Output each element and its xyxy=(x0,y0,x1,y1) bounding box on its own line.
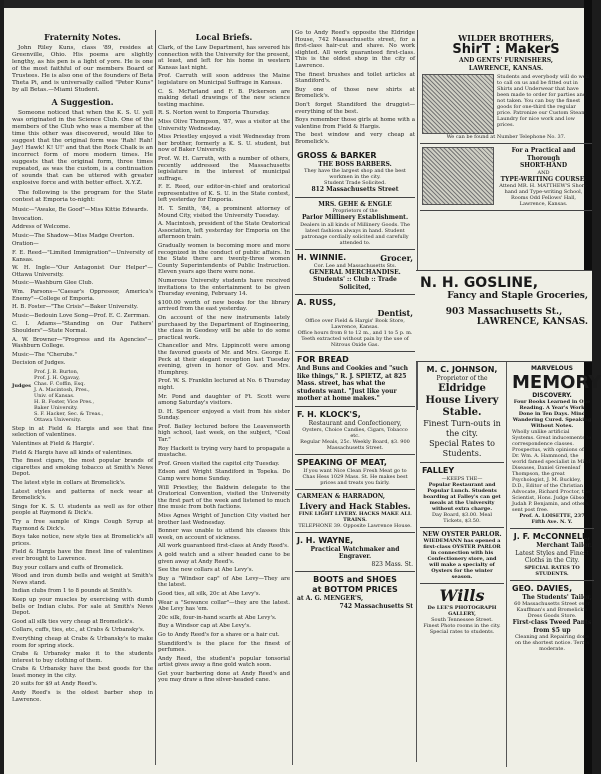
klock-sub: Restaurant and Confectionery, xyxy=(308,419,402,427)
wayne-address: 823 Mass. St. xyxy=(371,560,413,568)
judge-line: Prof. J. B. Burton, xyxy=(34,368,79,375)
notice: Go to Andy Reed's opposite the Eldridge House, 742 Massachusetts street, for a first-class hair-cut and shave. No work slighted. All work guaranteed first-class. This is the oldest shop in the city of Lawrence. xyxy=(295,30,415,69)
gosline-city: LAWRENCE, KANSAS. xyxy=(476,317,588,327)
brief-item: Numerous University students have received invitations to the entertainment to be given Thursday evening, February 14. xyxy=(158,278,290,298)
gosline-name: N. H. GOSLINE, xyxy=(420,275,539,291)
wills-signature: Wills xyxy=(439,586,485,605)
wilder-ad xyxy=(420,30,592,144)
brief-item: R. S. Norton went to Emporia Thursday. xyxy=(158,110,270,117)
shorthand-title: SHORT-HAND xyxy=(519,162,568,169)
judge-line: H. B. Foster, Vice Pres., xyxy=(34,398,95,405)
program-item: A. W. Browner—"Progress and its Agencies"—Washburn College. xyxy=(12,336,153,350)
russ-name: A. RUSS, xyxy=(297,298,337,307)
gross-note: Student Trade Solicited. xyxy=(324,180,386,186)
klock-name: F. H. KLOCK'S, xyxy=(297,409,361,419)
boots-at: at A. G. MENGER'S, xyxy=(297,595,364,602)
winnie-sub: GENERAL MERCHANDISE. xyxy=(309,268,401,276)
program-item: Music—The Shadow—Miss Madge Overton. xyxy=(12,232,135,239)
wilder-city: LAWRENCE, KANSAS. xyxy=(468,64,544,72)
ad-line: Boys take notice, new style ties at Bromelick's all prices. xyxy=(12,534,153,547)
program-item: W. H. Ingle—"Our Antagonist Our Helper"—Ottawa University. xyxy=(12,265,153,278)
wayne-name: J. H. WAYNE, xyxy=(297,535,354,545)
falley-rates: Day Board, $3.00. Meal Tickets, $3.50. xyxy=(432,511,492,524)
oyster-ad xyxy=(420,528,504,585)
memory-column xyxy=(510,362,601,767)
notice: The best window and very cheap at Bromelick's. xyxy=(295,132,415,145)
brief-item: Clark, of the Law Department, has severed his connection with the University for the present, at least, and left for his home in western Kansas last night. xyxy=(158,45,290,71)
brief-item: Bonner was unable to attend his classes this week, on account of sickness. xyxy=(158,528,290,541)
brief-item: Go to Andy Reed's for a shave or a hair cut. xyxy=(158,631,280,638)
carmean-sub: Livery and Hack Stables. xyxy=(299,500,411,511)
ad-line: Field & Hargis have the finest line of valentines ever brought to Lawrence. xyxy=(12,549,153,562)
typewriter-illustration xyxy=(422,147,494,205)
photo-ad xyxy=(420,584,504,638)
fraternity-text: John Riley Kuns, class '89, resides at Greenville, Ohio. His poems are slightly lengthy, as his pen is a light of yore. He is one of the most faithful of our members Board of Trustees. He is also one of the founders of Beta Theta Pi, and is universally called "Peter Kuns" by all Betas.—Miami Student. xyxy=(12,45,153,93)
judge-line: Ottawa University. xyxy=(34,416,82,423)
davies-role: The Students' Tailor, xyxy=(522,593,592,601)
brief-item: Chancellor and Mrs. Lippincott were among the favored guests of Mr. and Mrs. George E. Peck at their elegant reception last Tuesday evening, given in honor of Gov. and Mrs. Humphrey. xyxy=(158,343,290,376)
russ-role: Dentist, xyxy=(377,308,413,318)
memory-headline: MEMORY xyxy=(512,371,601,393)
brief-item: C. S. McFarland and F. B. Pickerson are making detail drawings of the new science testing machine. xyxy=(158,88,290,108)
meat-ad xyxy=(295,455,415,490)
ad-line: Wood and iron dumb bells and weight at Smith's News stand. xyxy=(12,573,153,586)
boots-sub: at BOTTOM PRICES xyxy=(312,585,398,594)
mcconnell-rates: SPECIAL RATES TO STUDENTS. xyxy=(524,564,580,577)
program-item: Music—"Awake, Be Good"—Miss Kittie Edwards. xyxy=(12,207,149,213)
ad-line: The finest cigars, the most popular brands of cigarettes and smoking tobacco at Smith's News Depot. xyxy=(12,458,153,478)
klock-address: Regular Meals, 25c. Weekly Board, $3. 900 Massachusetts Street. xyxy=(300,439,410,451)
ad-line: Sings for K. S. U. students as well as for other people at Raymond & Dick's. xyxy=(12,503,153,517)
building-illustration xyxy=(422,74,494,134)
falley-ad xyxy=(420,463,504,528)
program-item: H. B. Foster—"The Crisis"—Baker University. xyxy=(12,304,138,311)
brief-item: Will Priestley, the Baldwin delegate to the Oratorical Convention, visited the University the first part of the week and listened to much fine music from both factions. xyxy=(158,484,290,511)
winnie-name: H. WINNIE. xyxy=(297,252,347,262)
suggestion-text: Someone noticed that when the K. S. U. yell was originated in the Science Club. One of the members of the Club who was a member at the time this other was discovered, would like to suggest that the original form was 'Rah! Rah! Jay! Hawk! K! U!' and that the Rock Chalk is an incorrect form of more modern times. He suggests that the original form, three times repeated, as was the custom, is a continuation of sounds that can be uttered with greater explosive force and with better effect. X.Y.Z. xyxy=(12,110,153,186)
ad-line: Keep up your muscles by exercising with dumb bells or Indian clubs. For sale at Smith's News Depot. xyxy=(12,596,153,617)
ad-line: The latest style in collars at Bromelick's. xyxy=(12,480,126,487)
carmean-tel: TELEPHONE 39. Opposite Lawrence House. xyxy=(298,522,412,529)
brief-item: A gold watch and a silver headed cane to be given away at Andy Reed's. xyxy=(158,551,290,565)
wayne-role: Practical Watchmaker and Engraver. xyxy=(310,545,400,560)
judges-list xyxy=(34,369,103,423)
brief-item: Prof. Green visited the capitol city Tuesday. xyxy=(158,460,280,467)
meat-title: SPEAKING OF MEAT, xyxy=(297,458,387,467)
ad-line: Step in at Field & Hargis and see that fine selection of valentines. xyxy=(12,425,153,439)
suggestion-title: A Suggestion. xyxy=(51,97,114,107)
column-rule xyxy=(416,362,417,762)
brief-item: Get your barbering done at Andy Reed's and you may draw a fine silver-headed cane. xyxy=(158,670,290,684)
shorthand-and: AND xyxy=(537,169,550,176)
judge-line: Univ. of Kansas. xyxy=(34,392,75,399)
boots-ad xyxy=(295,572,415,613)
carmean-ad xyxy=(295,490,415,533)
wayne-ad xyxy=(295,533,415,573)
shorthand-type: TYPE-WRITING COURSE, xyxy=(500,175,587,183)
brief-item: All work guaranteed first-class at Andy Reed's. xyxy=(158,543,289,550)
boots-title: BOOTS and SHOES xyxy=(313,575,397,584)
ad-line: Collars, cuffs, ties, etc., at Crabs & Urbansky's. xyxy=(12,627,145,634)
photo-title: De LEE'S PHOTOGRAPH GALLERY, xyxy=(427,605,497,617)
memory-ad xyxy=(510,362,601,529)
brief-item: Roy Hackett is trying very hard to propagate a mustache. xyxy=(158,445,290,459)
program-item: Invocation. xyxy=(12,215,44,222)
column-local-briefs xyxy=(158,30,290,765)
gross-sub: THE BOSS BARBERS. xyxy=(318,160,392,168)
davies-text: 60 Massachusetts Street over Kauffman's and Bromelick's Dress Goods Store. xyxy=(514,601,590,619)
gross-address: 812 Massachusetts Street xyxy=(311,186,399,193)
ad-line: Buy your collars and cuffs of Bromelick. xyxy=(12,564,124,571)
fraternity-title: Fraternity Notes. xyxy=(44,32,121,42)
brief-item: D. H. Spencer enjoyed a visit from his sister Sunday. xyxy=(158,408,290,422)
brief-list xyxy=(158,45,290,684)
johnson-role: Proprietor of the xyxy=(436,375,488,382)
brief-item: F. E. Reed, our editor-in-chief and oratorical representative of K. S. U. in the State contest, left yesterday for Emporia. xyxy=(158,184,290,204)
shorthand-text: Attend MR. H. MATTHEW'S Short-hand and Type-writing School, Rooms Odd Fellows' Hall, Lawrence, Kansas. xyxy=(499,183,588,207)
gehe-title: MRS. GEHE & ENGLE xyxy=(318,200,392,208)
johnson-rates: Special Rates to Students. xyxy=(429,438,495,458)
mcconnell-text: Latest Styles and Finest Cloths in the City. xyxy=(515,549,589,564)
judge-line: S. F. Hacker, Sec. & Treas., xyxy=(34,410,104,417)
photo-address: South Tennessee Street. xyxy=(431,617,493,623)
brief-item: Mr. Pond and daughter of Ft. Scott were among Saturday's visitors. xyxy=(158,393,290,407)
brief-item: Good ties, all silk, 20c at Abe Levy's. xyxy=(158,590,261,597)
brief-item: See the new collars at Abe Levy's. xyxy=(158,567,254,574)
brief-item: Miss Agnes Wright of Junction City visited her brother last Wednesday. xyxy=(158,513,290,526)
carmean-text: FINE LIGHT LIVERY. HACKS MAKE ALL TRAINS. xyxy=(298,510,412,523)
winnie-role: Grocer, xyxy=(380,252,413,263)
johnson-name: M. C. JOHNSON, xyxy=(426,365,498,374)
shorthand-text-block xyxy=(497,147,590,207)
russ-teeth: Teeth extracted without pain by the use of Nitrous Oxide Gas. xyxy=(301,336,409,348)
oyster-text: WIEDEMANN has opened a first-class OYSTER PARLOR in connection with his Confectionery store, and will make a specialty of Oysters for the winter season. xyxy=(423,538,501,580)
johnson-turnouts: Finest Turn-outs in the city. xyxy=(423,418,501,438)
photo-text: Finest Photo rooms in the city. Special rates to students. xyxy=(423,623,501,635)
johnson-house: Eldridge House Livery Stable. xyxy=(425,382,499,418)
program-item: Music—Washburn Glee Club. xyxy=(12,280,94,287)
program-item: Address of Welcome. xyxy=(12,224,71,231)
local-briefs-title: Local Briefs. xyxy=(195,32,253,42)
brief-item: Buy a Windsor cap at Abe Levy's. xyxy=(158,623,251,630)
lower-ads xyxy=(420,362,601,767)
davies-cleaning: Cleaning and Repairing done on the shortest notice. Terms moderate. xyxy=(514,634,590,652)
program-item: Decision of Judges. xyxy=(12,360,66,367)
russ-hours: Office hours from 8 to 12 m., and 1 to 5 p. m. xyxy=(297,330,413,336)
newspaper-page xyxy=(4,0,601,774)
notice: Boys remember those girls at home with a valentine from Field & Hargis. xyxy=(295,117,415,130)
program-item: Music—Bedouin Love Song—Prof. E. C. Zerrman. xyxy=(12,312,150,319)
program-intro: The following is the program for the State contest at Emporia to-night: xyxy=(12,190,153,203)
program-item: C. I. Adams—"Standing on Our Fathers' Shoulders"—State Normal. xyxy=(12,321,153,334)
wilder-address: We can be found at Number Telephone No. 37. xyxy=(446,134,566,140)
bread-text: And Buns and Cookies and "such like things," R. J. SPIETZ, at 825 Mass. street, has what the students want. "Just like your mother at home makes." xyxy=(297,365,409,402)
program-item: F. E. Reed—"Limited Immigration"—University of Kansas. xyxy=(12,249,153,263)
column-rule xyxy=(292,30,293,765)
brief-item: Gradually women is becoming more and more recognized in the conduct of public affairs. In the State there are twenty-three women County Superintendents of Public Instruction. Eleven years ago there were none. xyxy=(158,243,290,276)
ad-line: Andy Reed's is the oldest barber shop in Lawrence. xyxy=(12,690,153,703)
notice: Buy one of those new shirts at Bromelick's. xyxy=(295,86,415,100)
brief-item: H. T. Smith, '84, a prominent attorney of Mound City, visited the University Tuesday. xyxy=(158,206,290,219)
brief-item: $100.00 worth of new books for the library arrived from the east yesterday. xyxy=(158,299,290,313)
shorthand-ad xyxy=(420,144,592,211)
johnson-column xyxy=(420,362,507,767)
russ-ad xyxy=(295,295,415,352)
gosline-sub: Fancy and Staple Groceries, xyxy=(447,291,588,301)
mcconnell-ad xyxy=(510,529,594,581)
brief-item: Prof. W. S. Franklin lectured at No. 6 Thursday night. xyxy=(158,378,290,391)
gross-text: They have the largest shop and the best workmen in the city. xyxy=(304,168,406,180)
klock-text: Oysters, Choice Candies, Cigars, Tobacco etc. xyxy=(302,427,408,439)
ad-line: Indian clubs from 1 to 8 pounds at Smith's. xyxy=(12,588,133,595)
program-list xyxy=(12,207,153,367)
wilder-body xyxy=(422,74,590,134)
winnie-header xyxy=(297,253,413,263)
column-fraternity xyxy=(12,30,153,765)
gehe-name: Parlor Millinery Establishment. xyxy=(301,214,409,221)
gehe-text: Dealers in all kinds of Millinery Goods. The latest fashions always in hand. Student patronage cordially solicited and carefully attended to. xyxy=(300,221,410,246)
winnie-club: Students' :: Club :: Trade Solicited, xyxy=(313,276,397,291)
gehe-engle-ad xyxy=(295,198,415,250)
memory-body: Wholly unlike artificial Systems. Great inducements to correspondence classes. Prospectus, with opinions of Dr. Wm. A. Hammond, the world famed specialist in Mind Diseases, Daniel Greenleaf Thompson, the great Psychologist, J. M. Buckley, D.D., Editor of the Christian Advocate, Richard Proctor, the Scientist, Hons. Judge Gibson, Judah P. Benjamin, and others, sent post free. xyxy=(512,429,592,513)
klock-ad xyxy=(295,407,415,456)
brief-item: Standiford's is the place for the finest of perfumes. xyxy=(158,640,290,654)
brief-item: Buy a "Windsor cap" of Abe Levy—They are the latest. xyxy=(158,575,290,589)
boots-address: 742 Massachusetts St xyxy=(339,602,413,610)
gehe-sub: Proprietors of the xyxy=(332,208,378,214)
davies-name: GEO. DAVIES, xyxy=(512,583,573,593)
ad-line: Latest styles and patterns of neck wear at Bromelick's. xyxy=(12,488,153,502)
brief-item: Edson and Wright Standiford in Topeka. Do Camp were home Sunday. xyxy=(158,469,290,483)
mcconnell-name: J. F. McCONNELL, xyxy=(513,532,591,541)
ad-line: Valentines at Field & Hargis'. xyxy=(12,441,95,448)
winnie-address: Cor. Lee and Massachusetts Sts. xyxy=(313,262,397,269)
judges-label: Judges xyxy=(12,382,31,389)
brief-item: On account of the new instruments lately purchased by the Department of Engineering, the class in Geodesy will be able to do some practical work. xyxy=(158,314,290,341)
memory-text: Four Books Learned in One Reading. A Year's Work Done in Ten Days. Mind Wandering Cured. Speaking Without Notes. xyxy=(512,399,592,429)
falley-text: Popular Restaurant and Popular Lunch. Students boarding at Falley's can get meals at the University without extra charge. xyxy=(423,481,501,512)
column-rule xyxy=(155,30,156,765)
davies-ad xyxy=(510,581,594,656)
bread-title: FOR BREAD xyxy=(297,355,349,364)
ad-line: Try a free sample of Kings Cough Syrup at Raymond & Dick's. xyxy=(12,519,153,532)
memory-sign: Prof. A. LOISETTE, 237 Fifth Ave. N. Y. xyxy=(519,513,585,525)
program-item: Wm. Parsons—"Caesar's Oppressor, America's Enemy"—College of Emporia. xyxy=(12,288,153,302)
wilder-headline: ShirT : MakerS xyxy=(452,42,560,57)
falley-name: FALLEY xyxy=(422,465,455,475)
column-ads xyxy=(295,30,415,765)
local-ads xyxy=(12,426,153,703)
notice: The finest brushes and toilet articles at Standiford's. xyxy=(295,71,415,85)
brief-item: Miss Olive Thompson, '87, was a visitor at the University Wednesday. xyxy=(158,118,290,132)
brief-item: Miss Priestley enjoyed a visit Wednesday from her brother, formerly a K. S. U. student, but now of Baker University. xyxy=(158,134,290,154)
brief-item: Andy Reed, the student's popular tonsorial artist gives away a fine gold watch soon. xyxy=(158,655,290,669)
bread-ad xyxy=(295,352,415,407)
judge-line: Baker University. xyxy=(34,404,78,411)
ad-line: Good all silk ties very cheap at Bromelick's. xyxy=(12,618,135,625)
brief-item: A. Macintosh, president of the State Oratorical Association, left yesterday for Emporia on the afternoon train. xyxy=(158,221,290,241)
ad-line: Crabs & Urbansky have the best goods for the least money in the city. xyxy=(12,666,153,679)
shorthand-pre: For a Practical and Thorough xyxy=(511,147,576,162)
mcconnell-role: Merchant Tailor. xyxy=(536,542,592,549)
gross-barker-ad xyxy=(295,148,415,198)
ad-line: 20 suits for $9 at Andy Reed's. xyxy=(12,681,98,688)
gross-title: GROSS & BARKER xyxy=(297,150,377,160)
johnson-ad xyxy=(420,362,504,463)
judge-line: Prof. J. H. Ogavay, xyxy=(34,374,80,381)
brief-item: Wear a "Sewance collar"—they are the latest. Abe Levy has 'em. xyxy=(158,599,290,613)
program-item: Oration— xyxy=(12,241,39,248)
judges-block xyxy=(12,369,153,423)
wilder-title: WILDER BROTHERS, xyxy=(458,33,554,43)
oyster-title: NEW OYSTER PARLOR. xyxy=(422,530,502,538)
davies-pants: First-class Tweed Pants from $5 up xyxy=(512,619,592,634)
carmean-title: CARMEAN & HARRADON, xyxy=(297,493,385,500)
falley-keeps: —KEEPS THE— xyxy=(441,475,483,482)
notice: Don't forget Standiford the druggist—everything of the best. xyxy=(295,101,415,115)
meat-text: If you want Nice Clean Fresh Meat go to Chas Hess 1029 Mass. St. He makes best prices and treats you fairly. xyxy=(302,468,408,486)
judge-line: Chas. F. Coffin, Esq. xyxy=(34,380,86,387)
reed-notices xyxy=(295,30,415,146)
winnie-ad xyxy=(295,250,415,296)
brief-item: Prof. Carruth will soon address the Maine legislature on Municipal Suffrage in Kansas. xyxy=(158,73,290,86)
ad-line: Field & Hargis have all kinds of valentines. xyxy=(12,449,133,456)
russ-text: Office over Field & Hargis' Book Store, Lawrence, Kansas. xyxy=(305,318,405,330)
wilder-text: Students and everybody will do well to call on us and be fitted out in Shirts and Underwear that have been made to order for parties and not taken. You can buy the finest goods for one-third the regular price. Patronize our Custom Steam Laundry for nice work and low prices. xyxy=(497,74,589,128)
memory-pre: MARVELOUS xyxy=(531,365,573,372)
gosline-address: 903 Massachusetts St., xyxy=(445,307,563,317)
ad-line: Everything cheap at Crabs & Urbansky's to make room for spring stock. xyxy=(12,635,153,649)
brief-item: Prof. Bailey lectured before the Leavenworth high school, last week, on the subject, "Coal Tar." xyxy=(158,423,290,444)
gosline-box xyxy=(416,270,592,362)
judge-line: J. A. Macintosh, Pres., xyxy=(34,386,90,393)
ad-line: Crabs & Urbansky make it to the students interest to buy clothing of them. xyxy=(12,651,153,664)
brief-item: 20c silk, four-in-hand scarfs at Abe Levy's. xyxy=(158,614,277,621)
memory-discovery: DISCOVERY. xyxy=(532,391,572,399)
program-item: Music—The "Cherubs." xyxy=(12,351,77,358)
top-border xyxy=(4,0,592,8)
brief-item: Prof. W. H. Carruth, with a number of others, recently addressed the Massachusetts legislature in the interest of municipal suffrage. xyxy=(158,155,290,182)
wilder-sub: AND GENTS' FURNISHERS, xyxy=(459,57,553,64)
